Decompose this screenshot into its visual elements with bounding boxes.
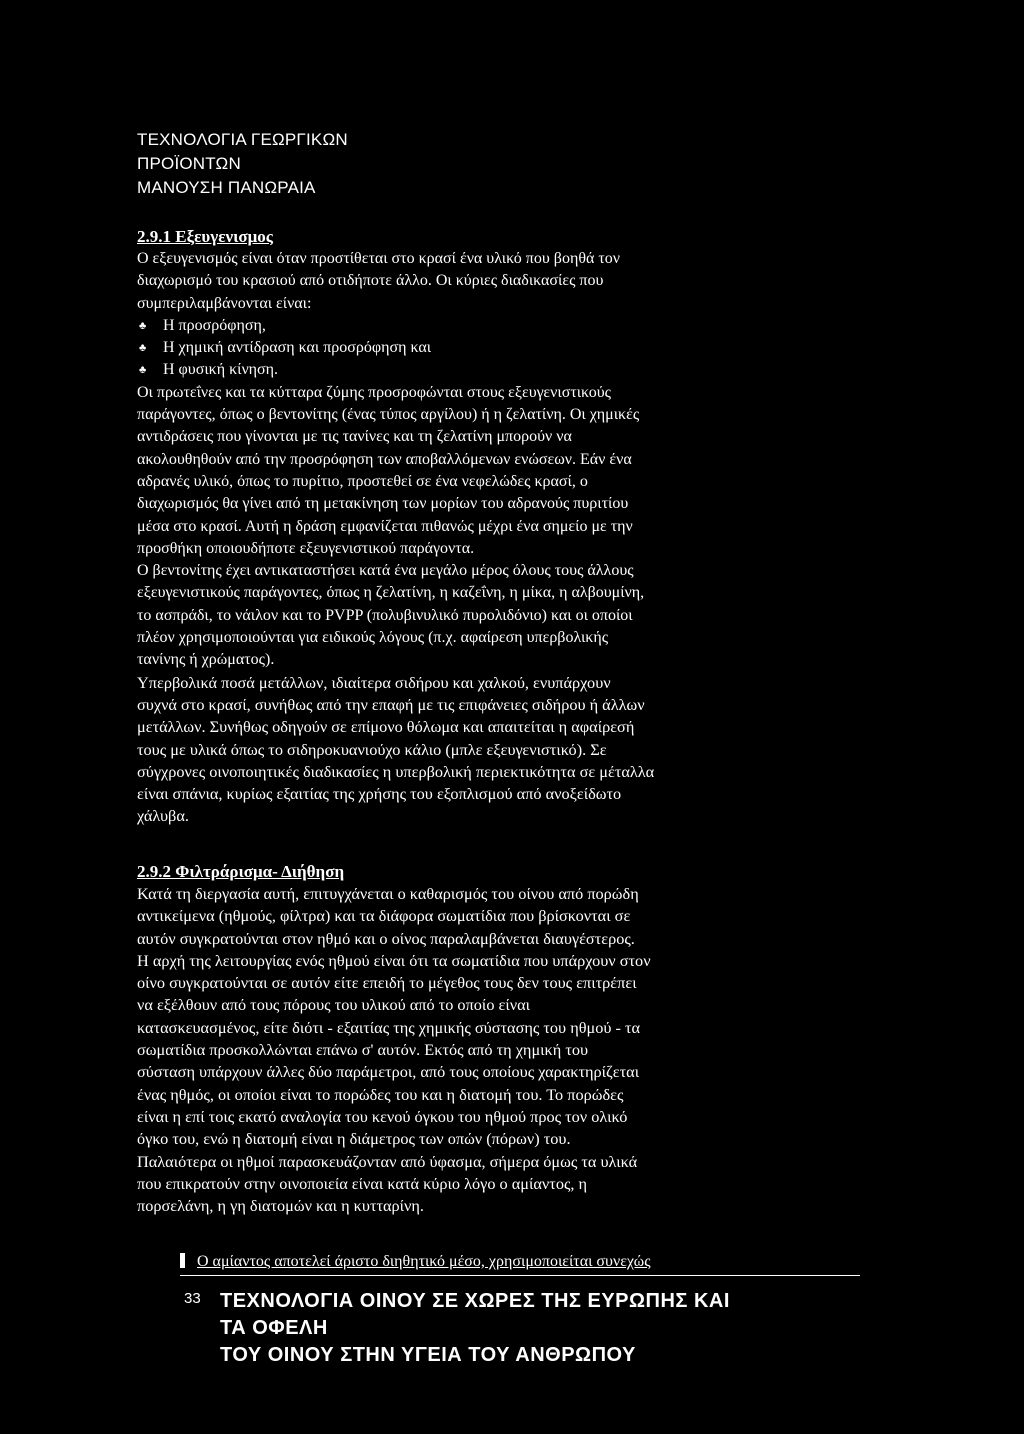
paragraph (137, 950, 897, 1151)
text-line: σύσταση υπάρχουν άλλες δύο παράμετροι, από τους οποίους χαρακτηρίζεται (137, 1062, 640, 1082)
paragraph (137, 672, 897, 828)
text-line: Παλαιότερα οι ηθμοί παρασκευάζονταν από ύφασμα, σήμερα όμως τα υλικά (137, 1151, 638, 1171)
text-line: διαχωρισμός θα γίνει από τη μετακίνηση των μορίων του αδρανούς πυριτίου (137, 495, 629, 513)
intro-paragraph (137, 248, 897, 315)
text-line: Η αρχή της λειτουργίας ενός ηθμού είναι ότι τα σωματίδια που υπάρχουν στον (137, 950, 651, 970)
text-line: είναι σπάνια, κυρίως εξαιτίας της χρήσης του εξοπλισμού από ανοξείδωτο (137, 784, 622, 804)
text-line: σύγχρονες οινοποιητικές διαδικασίες η υπερβολική περιεκτικότητα σε μέταλλα (137, 761, 655, 781)
text-line: Ο εξευγενισμός είναι όταν προστίθεται στο κρασί ένα υλικό που βοηθά τον (137, 250, 621, 267)
text-line: ακολουθηθούν από την προσρόφηση των αποβαλλόμενων ενώσεων. Εάν ένα (137, 450, 632, 468)
footnote-marker (180, 1253, 185, 1268)
section-filtration (137, 861, 897, 1217)
footnote-text: Ο αμίαντος αποτελεί άριστο διηθητικό μέσο, χρησιμοποιείται συνεχώς (197, 1253, 651, 1270)
text-line: πλέον χρησιμοποιούνται για ειδικούς λόγους (π.χ. αφαίρεση υπερβολικής (137, 629, 609, 647)
list-item (137, 315, 897, 337)
list-item-text: Η φυσική κίνηση. (163, 361, 279, 379)
club-bullet-icon: ♣ (139, 319, 147, 332)
header-line: ΜΑΝΟΥΣΗ ΠΑΝΩΡΑΙΑ (137, 178, 316, 197)
text-line: το ασπράδι, το νάιλον και το PVPP (πολυβινυλικό πυρολιδόνιο) και οι οποίοι (137, 606, 633, 624)
text-line: συμπεριλαμβάνονται είναι: (137, 294, 312, 312)
club-bullet-icon: ♣ (139, 342, 147, 355)
text-line: παράγοντες, όπως ο βεντονίτης (ένας τύπος αργίλου) ή η ζελατίνη. Οι χημικές (137, 406, 640, 424)
list-item (137, 337, 897, 359)
text-line: εξευγενιστικούς παράγοντες, όπως η ζελατίνη, η καζεΐνη, η μίκα, η αλβουμίνη, (137, 584, 645, 602)
text-line: προσθήκη οποιουδήποτε εξευγενιστικού παράγοντα. (137, 539, 475, 557)
text-line: Ο βεντονίτης έχει αντικαταστήσει κατά ένα μεγάλο μέρος όλους τους άλλους (137, 562, 634, 580)
text-line: κατασκευασμένος, είτε διότι - εξαιτίας της χημικής σύστασης του ηθμού - τα (137, 1017, 641, 1037)
text-line: ένας ηθμός, οι οποίοι είναι το πορώδες του και η διατομή του. Το πορώδες (137, 1084, 624, 1104)
text-line: διαχωρισμό του κρασιού από οτιδήποτε άλλο. Οι κύριες διαδικασίες που (137, 272, 604, 290)
text-line: οίνο συγκρατούνται σε αυτόν είτε επειδή το μέγεθος τους δεν τους επιτρέπει (137, 973, 637, 993)
footnote (180, 1251, 860, 1273)
paragraph (137, 560, 897, 671)
text-line: αυτόν συγκρατούνται στον ηθμό και ο οίνος παραλαμβάνεται διαυγέστερος. (137, 928, 635, 948)
text-line: είναι η επί τοις εκατό αναλογία του κενού όγκου του ηθμού προς τον ολικό (137, 1106, 628, 1126)
text-line: αντικείμενα (ηθμούς, φίλτρα) και τα διάφορα σωματίδια που βρίσκονται σε (137, 906, 631, 926)
text-line: που επικρατούν στην οινοποιεία είναι κατά κύριο λόγο ο αμίαντος, η (137, 1173, 588, 1193)
page-header (137, 128, 557, 200)
text-line: χάλυβα. (137, 806, 189, 826)
text-line: πορσελάνη, η γη διατομών και η κυτταρίνη. (137, 1196, 425, 1216)
process-bullet-list (137, 315, 897, 382)
text-line: Υπερβολικά ποσά μετάλλων, ιδιαίτερα σιδήρου και χαλκού, ενυπάρχουν (137, 672, 611, 692)
text-line: σωματίδια προσκολλώνται επάνω σ' αυτόν. Εκτός από τη χημική του (137, 1040, 589, 1060)
paragraph (137, 1151, 897, 1218)
text-line: τανίνης ή χρώματος). (137, 651, 275, 669)
club-bullet-icon: ♣ (139, 364, 147, 377)
text-line: συχνά στο κρασί, συνήθως από την επαφή με τις επιφάνειες σιδήρου ή άλλων (137, 694, 645, 714)
text-line: αδρανές υλικό, όπως το πυρίτιο, προστεθεί σε ένα νεφελώδες κρασί, ο (137, 472, 588, 490)
list-item (137, 359, 897, 381)
page-number: 33 (184, 1290, 201, 1307)
text-line: μέσα στο κρασί. Αυτή η δράση εμφανίζεται πιθανώς μέχρι ένα σημείο με την (137, 517, 633, 535)
header-line: ΠΡΟΪΟΝΤΩΝ (137, 154, 241, 173)
text-line: τους με υλικά όπως το σιδηροκυανιούχο κάλιο (μπλε εξευγενιστικό). Σε (137, 739, 607, 759)
text-line: αντιδράσεις που γίνονται με τις τανίνες και τη ζελατίνη μπορούν να (137, 428, 572, 446)
section-heading: 2.9.2 Φιλτράρισμα- Διήθηση (137, 862, 345, 881)
footer-title-line: ΤΟΥ ΟΙΝΟΥ ΣΤΗΝ ΥΓΕΙΑ ΤΟΥ ΑΝΘΡΩΠΟΥ (220, 1344, 636, 1366)
paragraph (137, 883, 897, 950)
footnote-divider (180, 1275, 860, 1276)
footer-title-line: ΤΕΧΝΟΛΟΓΙΑ ΟΙΝΟΥ ΣΕ ΧΩΡΕΣ ΤΗΣ ΕΥΡΩΠΗΣ ΚΑΙ (220, 1290, 730, 1312)
text-line: μετάλλων. Συνήθως οδηγούν σε επίμονο θόλωμα και απαιτείται η αφαίρεσή (137, 717, 635, 737)
list-item-text: Η χημική αντίδραση και προσρόφηση και (163, 339, 432, 357)
paragraph (137, 382, 897, 560)
text-line: να εξέλθουν από τους πόρους του υλικού από το οποίο είναι (137, 995, 531, 1015)
section-fining (137, 226, 897, 828)
section-heading: 2.9.1 Εξευγενισμος (137, 227, 273, 246)
text-line: όγκο του, ενώ η διατομή είναι η διάμετρος των οπών (πόρων) του. (137, 1129, 571, 1149)
text-line: Κατά τη διεργασία αυτή, επιτυγχάνεται ο καθαρισμός του οίνου από πορώδη (137, 884, 639, 903)
list-item-text: Η προσρόφηση, (163, 316, 266, 334)
footer-title-line: ΤΑ ΟΦΕΛΗ (220, 1317, 328, 1339)
header-line: ΤΕΧΝΟΛΟΓΙΑ ΓΕΩΡΓΙΚΩΝ (137, 130, 348, 149)
text-line: Οι πρωτεΐνες και τα κύτταρα ζύμης προσροφώνται στους εξευγενιστικούς (137, 383, 612, 401)
footer-title (220, 1288, 860, 1369)
